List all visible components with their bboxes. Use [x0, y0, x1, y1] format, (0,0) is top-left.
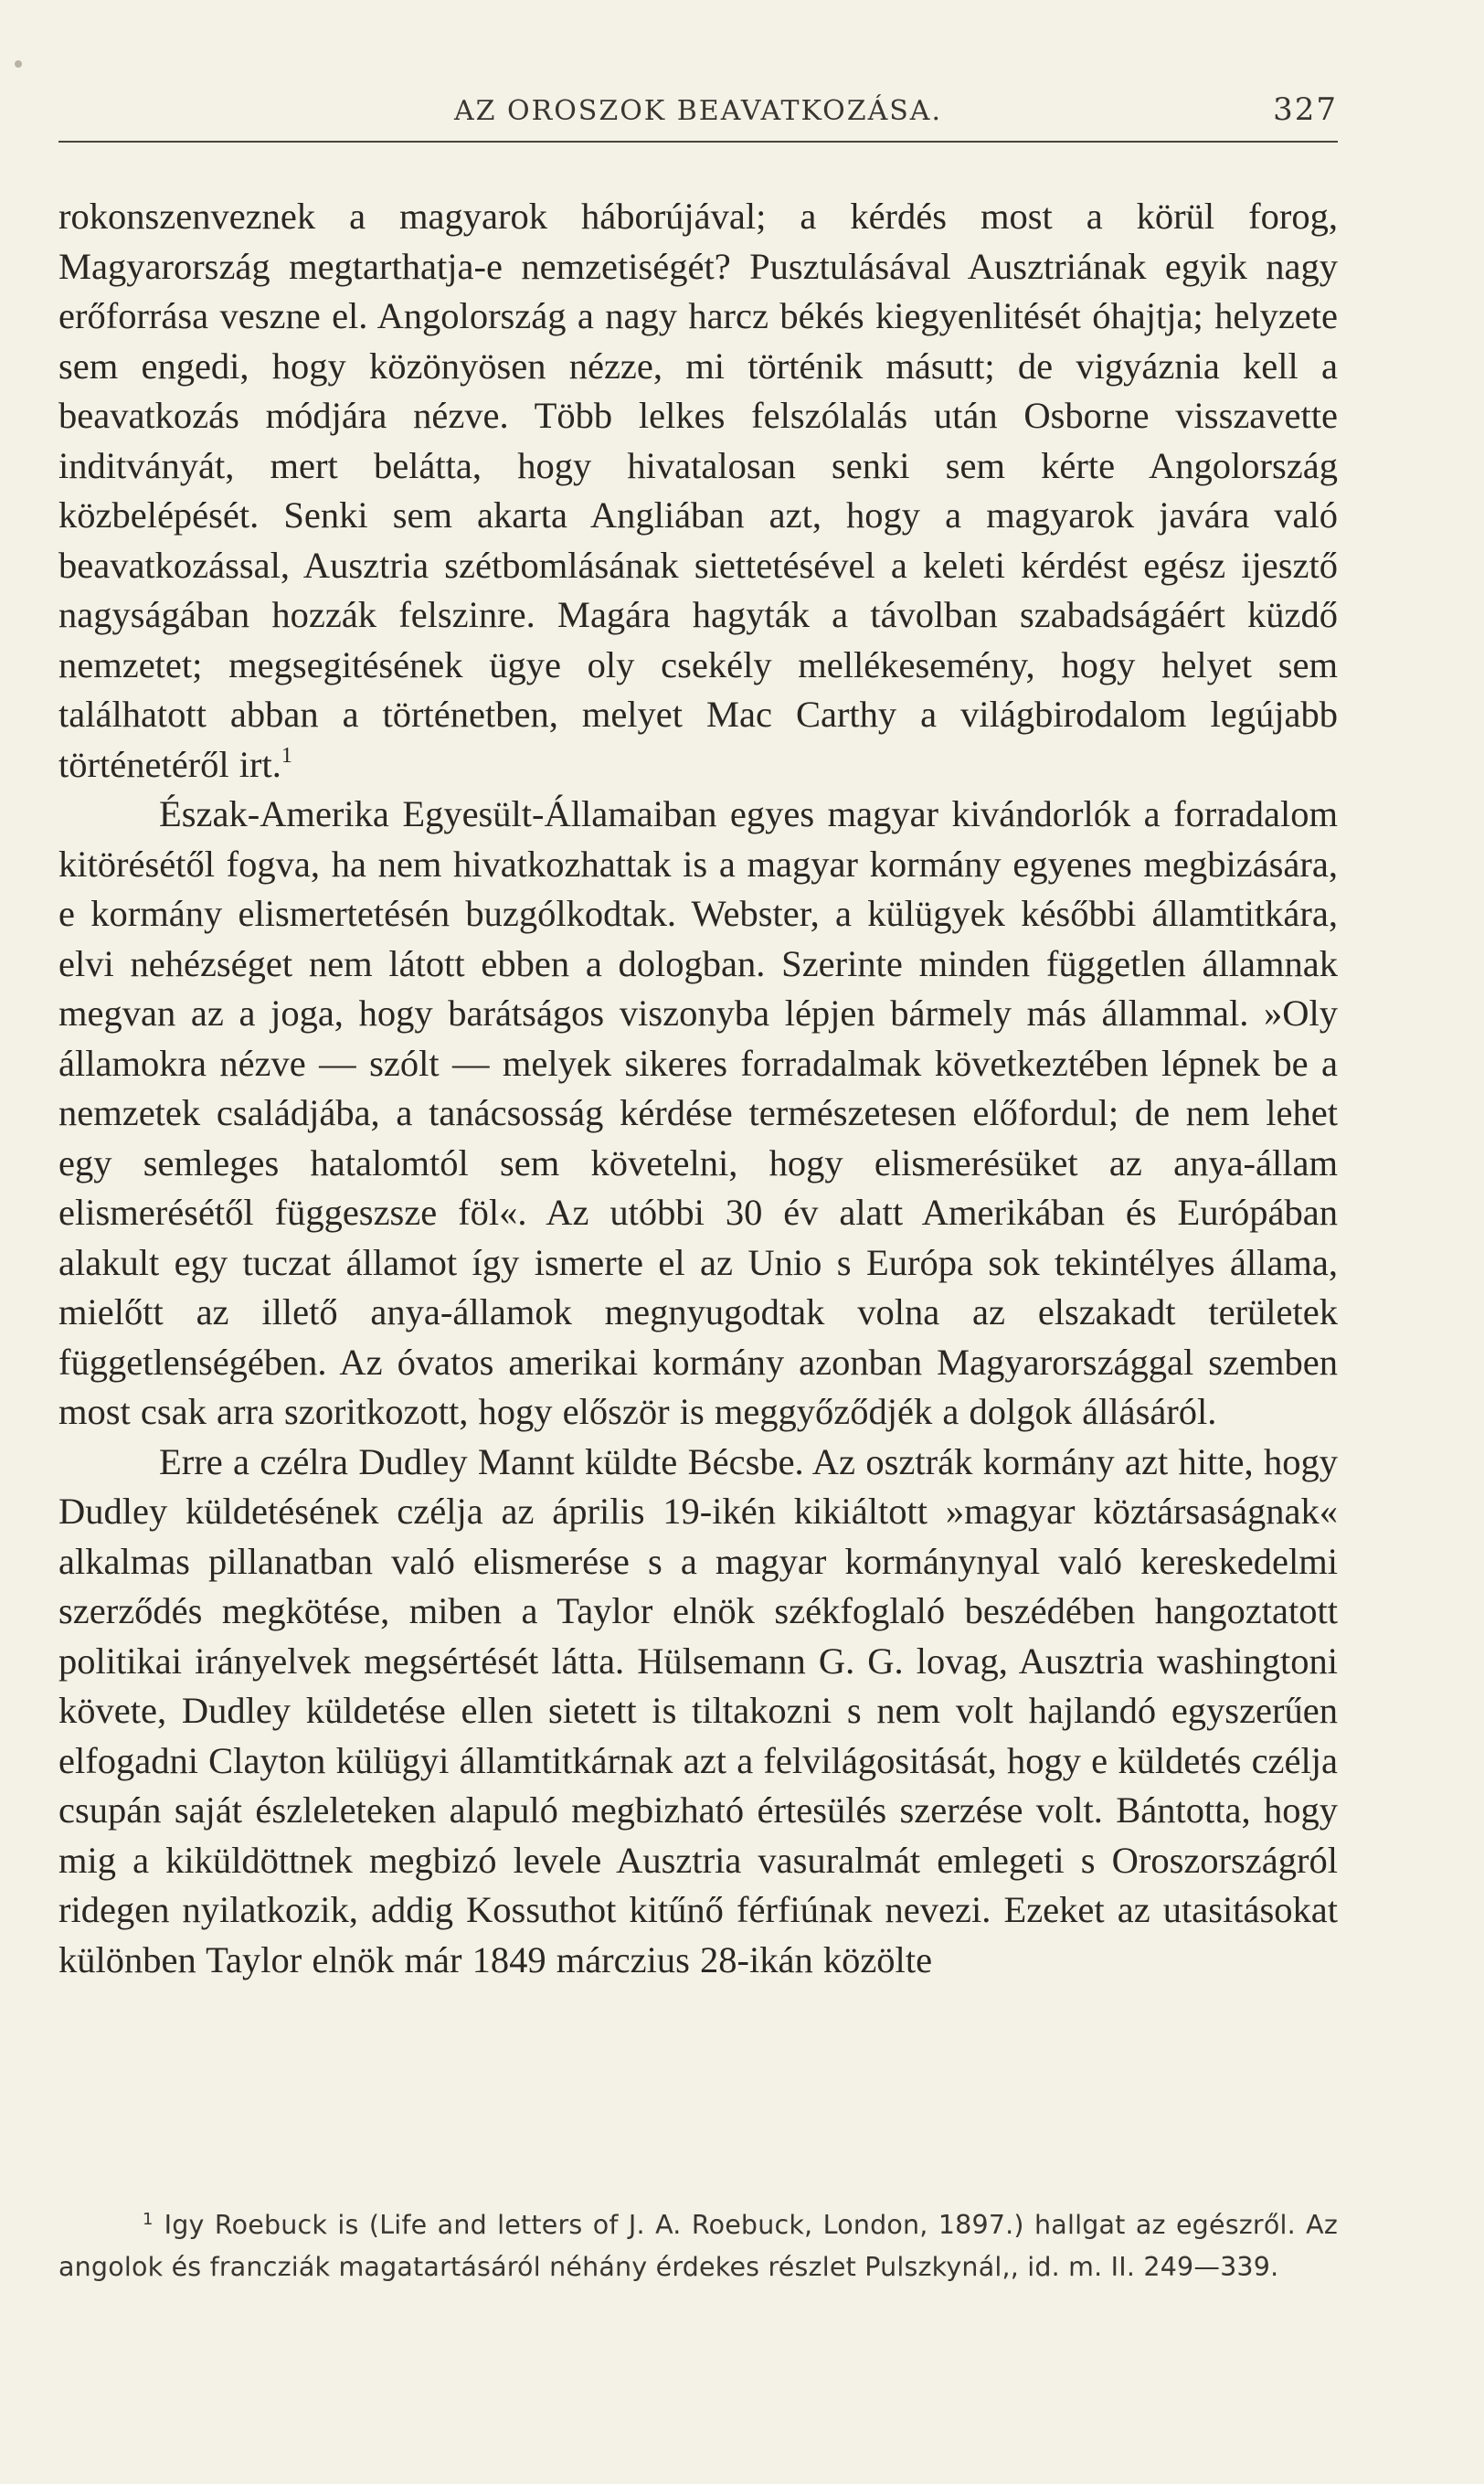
main-text — [58, 192, 1338, 1985]
paragraph-3: Erre a czélra Dudley Mannt küldte Bécsbe. Az osztrák kormány azt hitte, hogy Dudley küldetésének czélja az április 19-ikén kikiáltott »magyar köztársaságnak« alkalmas pillanatban való elismerése s a magyar kormánynyal való kereskedelmi szerződés megkötése, miben a Taylor elnök székfoglaló beszédében hangoztatott politikai irányelvek megsértését látta. Hülsemann G. G. lovag, Ausztria washingtoni követe, Dudley küldetése ellen sietett is tiltakozni s nem volt hajlandó egyszerűen elfogadni Clayton külügyi államtitkárnak azt a felvilágositását, hogy e küldetés czélja csupán saját észleleteken alapuló megbizható értesülés szerzése volt. Bántotta, hogy mig a kiküldöttnek megbizó levele Ausztria vasuralmát emlegeti s Oroszországról ridegen nyilatkozik, addig Kossuthot kitűnő férfiúnak nevezi. Ezeket az utasitásokat különben Taylor elnök már 1849 márczius 28-ikán közölte — [58, 1440, 1338, 1980]
header-rule — [58, 141, 1338, 143]
footnotes — [58, 2204, 1338, 2288]
footnote-marker: 1 — [143, 2210, 154, 2229]
paragraph-1-text: rokonszenveznek a magyarok háborújával; a kérdés most a körül forog, Magyarország megtarthatja-e nemzetiségét? Pusztulásával Ausztriának egyik nagy erőforrása veszne el. Angolország a nagy harcz békés kiegyenlitését óhajtja; helyzete sem engedi, hogy közönyösen nézze, mi történik másutt; de vigyáznia kell a beavatkozás módjára nézve. Több lelkes felszólalás után Osborne visszavette inditványát, mert belátta, hogy hivatalosan senki sem kérte Angolország közbelépését. Senki sem akarta Angliában azt, hogy a magyarok javára való beavatkozással, Ausztria szétbomlásának siettetésével a keleti kérdést egész ijesztő nagyságában hozzák felszinre. Magára hagyták a távolban szabadságáért küzdő nemzetet; megsegitésének ügye oly csekély mellékesemény, hogy helyet sem találhatott abban a történetben, melyet Mac Carthy a világbirodalom legújabb történetéről irt. — [58, 196, 1338, 785]
footnote-1 — [58, 2204, 1338, 2288]
running-title: AZ OROSZOK BEAVATKOZÁSA. — [453, 95, 942, 127]
running-head — [58, 91, 1338, 137]
footnote-reference: 1 — [281, 743, 292, 768]
footnote-text: Igy Roebuck is (Life and letters of J. A. Roebuck, London, 1897.) hallgat az egészről. Az angolok és francziák magatartásáról néhány érdekes részlet Pulszkynál,, id. m. II. 249—339. — [58, 2210, 1338, 2282]
paragraph-1 — [58, 192, 1338, 790]
paper-speck — [15, 60, 22, 68]
page-number: 327 — [1273, 91, 1338, 128]
paragraph-2: Észak-Amerika Egyesült-Államaiban egyes magyar kivándorlók a forradalom kitörésétől fogva, ha nem hivatkozhattak is a magyar kormány egyenes megbizására, e kormány elismertetésén buzgólkodtak. Webster, a külügyek későbbi államtitkára, elvi nehézséget nem látott ebben a dologban. Szerinte minden független államnak megvan az a joga, hogy barátságos viszonyba lépjen bármely más állammal. »Oly államokra nézve — szólt — melyek sikeres forradalmak következtében lépnek be a nemzetek családjába, a tanácsosság kérdése természetesen előfordul; de nem lehet egy semleges hatalomtól sem követelni, hogy elismerésüket az anya-állam elismerésétől függeszsze föl«. Az utóbbi 30 év alatt Amerikában és Európában alakult egy tuczat államot így ismerte el az Unio s Európa sok tekintélyes állama, mielőtt az illető anya-államok megnyugodtak volna az elszakadt területek függetlenségében. Az óvatos amerikai kormány azonban Magyarországgal szemben most csak arra szoritkozott, hogy először is meggyőződjék a dolgok állásáról. — [58, 793, 1338, 1432]
